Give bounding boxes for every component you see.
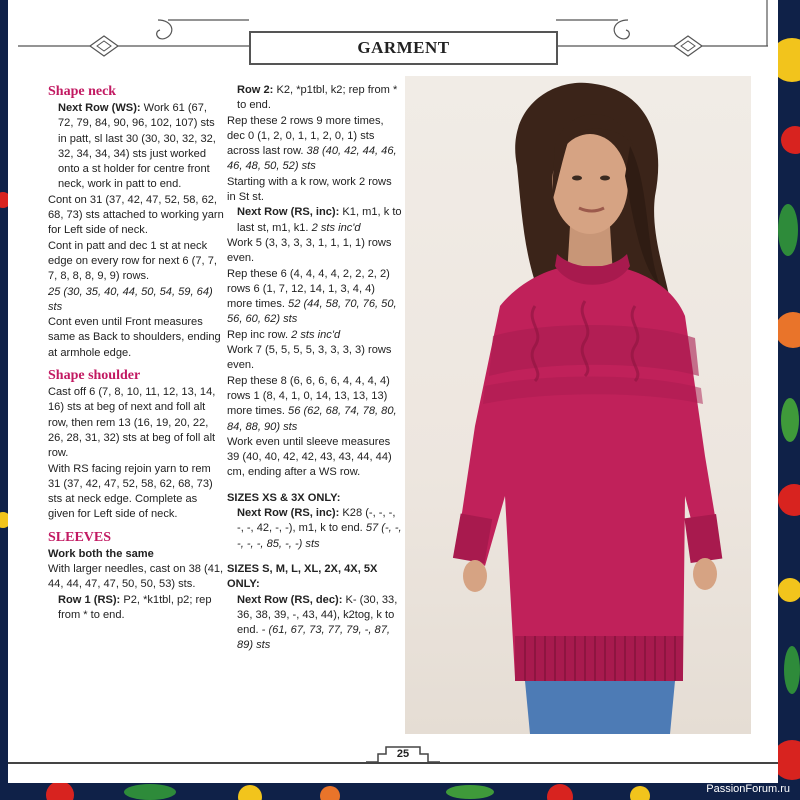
section-title: GARMENT [357,38,450,57]
paragraph [227,374,403,435]
row-label: Next Row (RS, inc): [237,507,340,520]
row-text: K- (30, 33, 36, 38, 39, -, 43, 44), k2tog, k to end. [237,593,398,637]
row-text: K2, *p1tbl, k2; rep from * to end. [237,84,398,112]
stitch-count: - (61, 67, 73, 77, 79, -, 87, 89) sts [237,624,390,652]
pattern-page [8,0,778,783]
model-photo [405,76,751,734]
paragraph: With RS facing rejoin yarn to rem 31 (37, 42, 47, 52, 58, 62, 68, 73) sts at neck edge. Complete as given for Left side of neck. [48,462,213,521]
subheading: Work both the same [48,547,154,560]
heading-shape-shoulder: Shape shoulder [48,368,141,384]
row-label: Row 1 (RS): [58,593,121,606]
watermark-text: PassionForum.ru [706,783,790,795]
stitch-count: 57 (-, -, -, -, -, 85, -, -) sts [237,522,402,550]
paragraph: Starting with a k row, work 2 rows in St st. [227,175,392,204]
row-text: Rep these 2 rows 9 more times, dec 0 (1, 2, 0, 1, 1, 2, 0, 1) sts across last row. [227,114,384,158]
right-ornament [674,36,702,56]
page-number: 25 [396,748,410,760]
paragraph [227,506,403,552]
paragraph [227,593,403,654]
paragraph [227,205,403,236]
row-label: Next Row (RS, inc): [237,206,340,219]
row-text: P2, *k1tbl, p2; rep from * to end. [58,593,212,621]
paragraph [227,83,403,114]
row-text: Rep these 6 (4, 4, 4, 4, 2, 2, 2, 2) rows 6 (1, 7, 12, 14, 1, 3, 4, 4) more times. [227,267,390,311]
section-title-box [249,31,558,65]
row-label: Next Row (WS): [58,102,141,114]
stitch-count: 56 (62, 68, 74, 78, 80, 84, 88, 90) sts [227,405,397,433]
heading-sleeves: SLEEVES [48,529,112,545]
paragraph: Work 5 (3, 3, 3, 3, 1, 1, 1, 1) rows even. [227,236,392,265]
row-label: Row 2: [237,84,274,96]
paragraph [48,593,224,624]
paragraph [48,101,224,193]
paragraph: Work even until sleeve measures 39 (40, 40, 42, 42, 43, 43, 44, 44) cm, ending after a WS row. [227,435,392,479]
sizes-heading: SIZES XS & 3X ONLY: [227,491,341,504]
row-text: K1, m1, k to last st, m1, k1. [237,206,402,234]
page-header [8,0,778,70]
stitch-count: 52 (44, 58, 70, 76, 50, 56, 60, 62) sts [227,298,397,326]
sizes-heading: SIZES S, M, L, XL, 2X, 4X, 5X ONLY: [227,562,378,591]
paragraph: Cont on 31 (37, 42, 47, 52, 58, 62, 68, 73) sts attached to working yarn for Left side of neck. [48,193,224,237]
stitch-count: 25 (30, 35, 40, 44, 50, 54, 59, 64) sts [48,285,213,313]
paragraph: Cont in patt and dec 1 st at neck edge on every row for next 6 (7, 7, 7, 8, 8, 8, 9, 9) rows. [48,239,217,283]
paragraph: Cast off 6 (7, 8, 10, 11, 12, 13, 14, 16) sts at beg of next and foll alt row, then rem 13 (16, 19, 20, 22, 26, 28, 31, 32) sts at beg of foll alt row. [48,386,216,460]
heading-shape-neck: Shape neck [48,84,117,99]
stitch-count: 2 sts inc'd [288,328,341,341]
stitch-count: 2 sts inc'd [308,221,361,234]
row-text: K28 (-, -, -, -, -, 42, -, -), m1, k to end. [237,507,396,535]
paragraph [227,328,403,343]
paragraph: Cont even until Front measures same as Back to shoulders, ending at armhole edge. [48,316,221,359]
stitch-count: 38 (40, 42, 44, 46, 46, 48, 50, 52) sts [227,145,397,173]
row-text: Rep inc row. [227,328,289,341]
left-ornament [90,36,118,56]
paragraph [227,267,403,328]
paragraph: With larger needles, cast on 38 (41, 44, 44, 47, 47, 50, 50, 53) sts. [48,563,224,591]
text-column-1 [48,83,224,623]
row-text: Rep these 8 (6, 6, 6, 6, 4, 4, 4, 4) rows 1 (8, 4, 1, 0, 14, 13, 13, 13) more times. [227,374,390,418]
paragraph: Work 7 (5, 5, 5, 5, 3, 3, 3, 3) rows even. [227,344,392,372]
paragraph [227,114,403,175]
row-label: Next Row (RS, dec): [237,593,343,606]
row-text: Work 61 (67, 72, 79, 84, 90, 96, 102, 107) sts in patt, sl last 30 (30, 30, 32, 32, 32, 34, 34, 34) sts just worked onto a st holder for centre front neck, work in patt to end. [58,102,216,191]
text-column-2 [227,83,403,654]
